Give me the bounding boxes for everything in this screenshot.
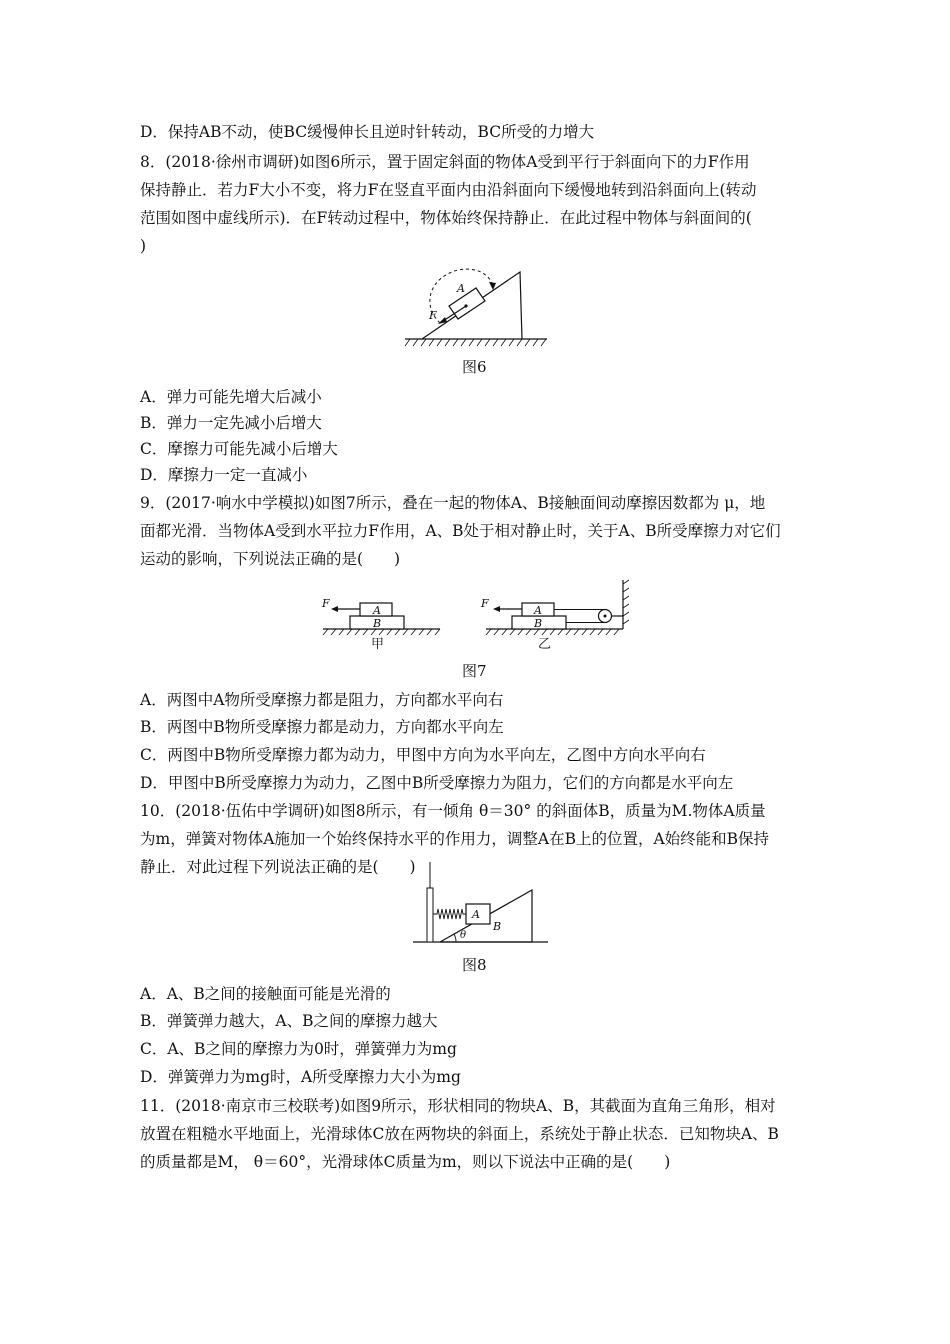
q9-option-a: A．两图中A物所受摩擦力都是阻力，方向都水平向右 — [140, 691, 504, 709]
q8-stem-line-1: 8．(2018·徐州市调研)如图6所示，置于固定斜面的物体A受到平行于斜面向下的力F作用 — [140, 153, 750, 171]
fig8-label-a: A — [472, 908, 480, 921]
q8-stem-line-3: 范围如图中虚线所示)．在F转动过程中，物体始终保持静止．在此过程中物体与斜面间的( — [140, 209, 752, 227]
q10-option-a: A．A、B之间的接触面可能是光滑的 — [140, 985, 391, 1003]
figure-7-stacked-blocks — [318, 576, 638, 660]
q8-option-b: B．弹力一定先减小后增大 — [140, 414, 322, 432]
q8-stem-line-2: 保持静止．若力F大小不变，将力F在竖直平面内由沿斜面向下缓慢地转到沿斜面向上(转动 — [140, 181, 757, 199]
fig7b-label-a: A — [534, 604, 542, 617]
fig7a-label-a: A — [373, 604, 381, 617]
fig7b-label-f: F — [481, 597, 489, 610]
fig8-label-theta: θ — [460, 930, 467, 941]
q9-option-c: C．两图中B物所受摩擦力都为动力，甲图中方向为水平向左，乙图中方向水平向右 — [140, 746, 706, 764]
q8-option-d: D．摩擦力一定一直减小 — [140, 466, 308, 484]
q10-option-b: B．弹簧弹力越大，A、B之间的摩擦力越大 — [140, 1012, 438, 1030]
q10-stem-line-1: 10．(2018·伍佑中学调研)如图8所示，有一倾角 θ＝30° 的斜面体B，质量为M.物体A质量 — [140, 802, 766, 820]
q11-stem-line-2: 放置在粗糙水平地面上，光滑球体C放在两物块的斜面上，系统处于静止状态．已知物块A、B — [140, 1125, 779, 1143]
q9-option-b: B．两图中B物所受摩擦力都是动力，方向都水平向左 — [140, 718, 504, 736]
figure-6-incline — [400, 262, 550, 352]
q8-option-c: C．摩擦力可能先减小后增大 — [140, 440, 338, 458]
q11-stem-line-1: 11．(2018·南京市三校联考)如图9所示，形状相同的物块A、B，其截面为直角三角形，相对 — [140, 1097, 776, 1115]
q9-stem-line-2: 面都光滑．当物体A受到水平拉力F作用，A、B处于相对静止时，关于A、B所受摩擦力对它们 — [140, 522, 781, 540]
q9-stem-line-1: 9．(2017·响水中学模拟)如图7所示，叠在一起的物体A、B接触面间动摩擦因数都为 μ，地 — [140, 494, 766, 512]
fig7-sub-right: 乙 — [538, 637, 552, 652]
q7-option-d: D．保持AB不动，使BC缓慢伸长且逆时针转动，BC所受的力增大 — [140, 123, 595, 141]
q11-stem-line-3: 的质量都是M， θ＝60°，光滑球体C质量为m，则以下说法中正确的是( ) — [140, 1153, 671, 1171]
q10-option-d: D．弹簧弹力为mg时，A所受摩擦力大小为mg — [140, 1068, 461, 1086]
fig7b-label-b: B — [534, 617, 543, 630]
q10-stem-line-3: 静止．对此过程下列说法正确的是( ) — [140, 858, 416, 876]
fig6-label-f: F — [429, 309, 437, 322]
q8-stem-line-4: ) — [140, 237, 147, 255]
q10-stem-line-2: 为m，弹簧对物体A施加一个始终保持水平的作用力，调整A在B上的位置，A始终能和B保持 — [140, 830, 770, 848]
fig6-label-a: A — [457, 282, 465, 295]
q9-stem-line-3: 运动的影响，下列说法正确的是( ) — [140, 550, 401, 568]
figure-8-spring-incline — [410, 858, 560, 950]
fig7-sub-left: 甲 — [371, 637, 385, 652]
fig8-label-b: B — [493, 920, 502, 933]
fig7a-label-b: B — [373, 617, 382, 630]
q10-option-c: C．A、B之间的摩擦力为0时，弹簧弹力为mg — [140, 1040, 457, 1058]
figure-7-caption: 图7 — [462, 662, 487, 680]
figure-8-caption: 图8 — [462, 956, 487, 974]
fig7a-label-f: F — [322, 597, 330, 610]
q9-option-d: D．甲图中B所受摩擦力为动力，乙图中B所受摩擦力为阻力，它们的方向都是水平向左 — [140, 774, 734, 792]
figure-6-caption: 图6 — [462, 358, 487, 376]
q8-option-a: A．弹力可能先增大后减小 — [140, 388, 322, 406]
